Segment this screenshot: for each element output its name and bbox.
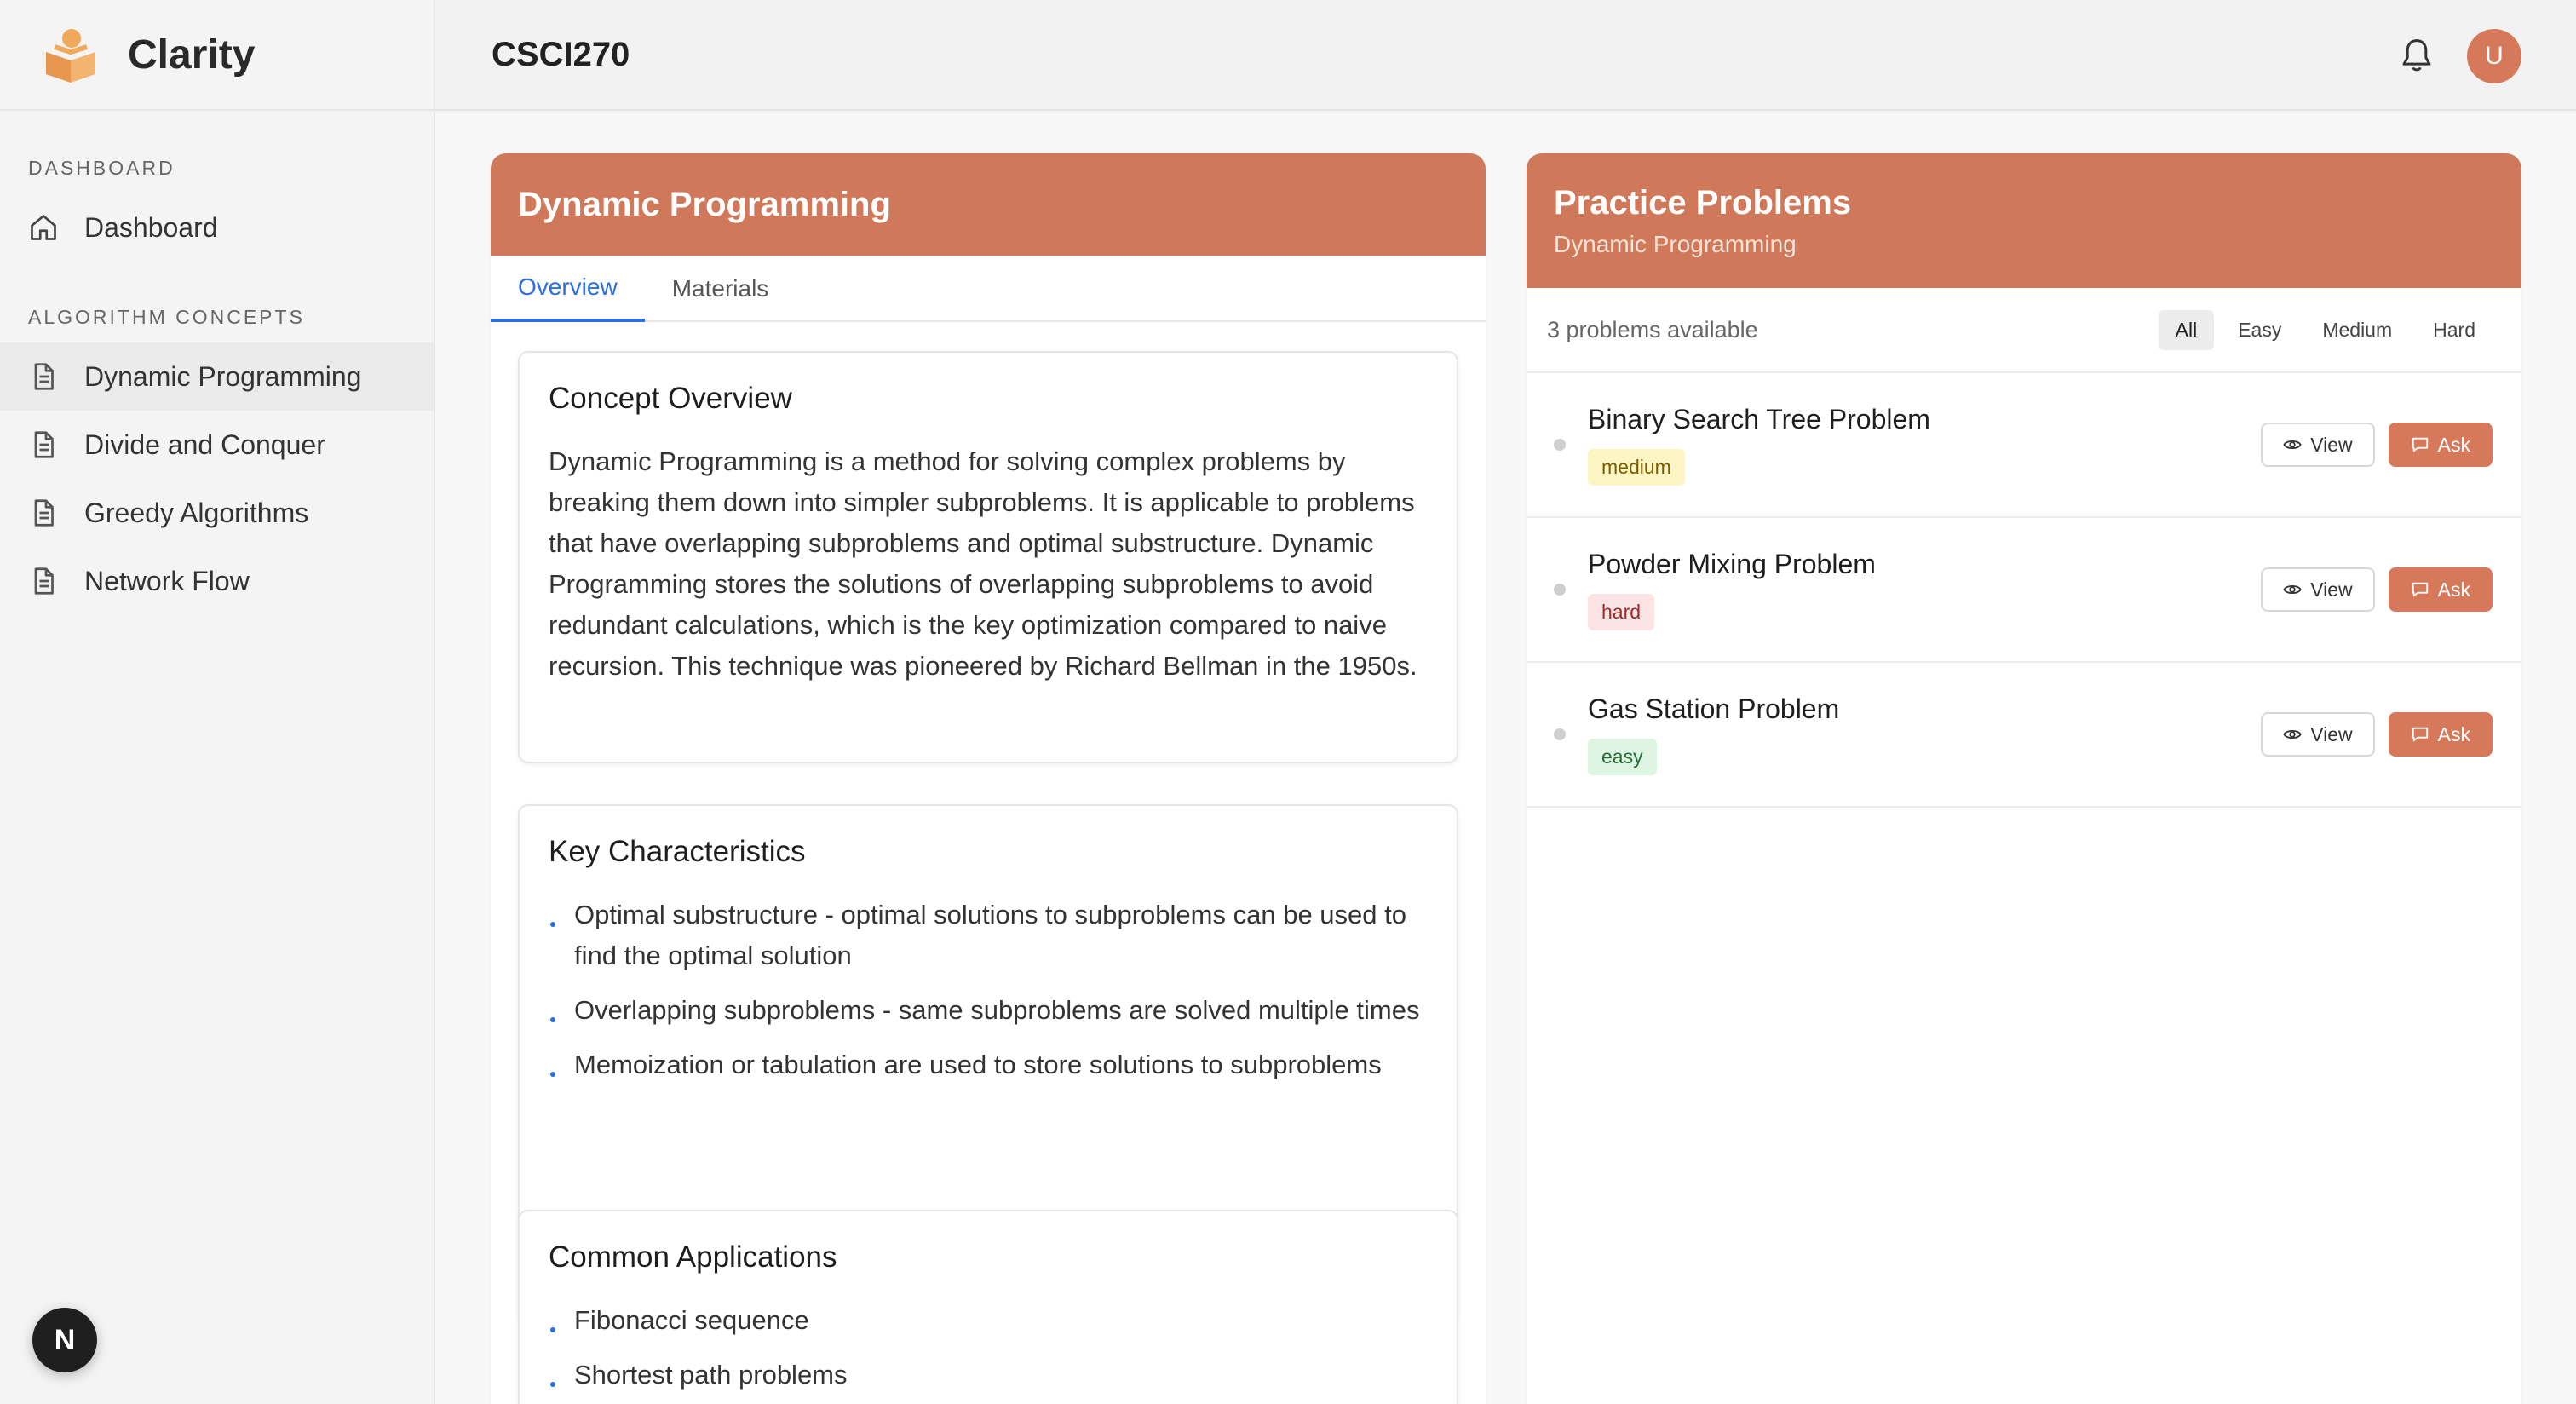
filter-easy[interactable]: Easy [2238,318,2282,341]
status-dot [1554,728,1566,740]
notifications-button[interactable] [2400,37,2434,75]
eye-icon [2283,435,2302,454]
difficulty-badge: easy [1588,739,1657,775]
list-item: Fibonacci sequence [549,1300,1428,1341]
common-applications-card [518,1210,1458,1404]
tab-materials[interactable]: Materials [671,275,769,302]
card-heading: Key Characteristics [549,835,806,868]
sidebar-item-network-flow[interactable] [0,547,434,615]
problem-title: Powder Mixing Problem [1588,549,1876,579]
tab-overview[interactable]: Overview [491,256,645,322]
home-icon [28,212,59,243]
brand[interactable] [0,0,434,111]
problem-title: Binary Search Tree Problem [1588,404,1930,434]
section-label-dashboard: DASHBOARD [28,157,175,179]
practice-panel-header [1527,153,2521,288]
list-item: Memoization or tabulation are used to store solutions to subproblems [549,1044,1428,1085]
card-heading: Common Applications [549,1240,837,1274]
sidebar [0,0,435,1404]
eye-icon [2283,725,2302,744]
view-label: View [2310,433,2353,456]
dev-tools-badge[interactable]: N [32,1308,97,1372]
ask-label: Ask [2437,578,2470,601]
concept-tabs [491,256,1486,322]
ask-button[interactable] [2389,567,2493,612]
card-heading: Concept Overview [549,382,792,415]
practice-title: Practice Problems [1554,183,1852,222]
view-label: View [2310,722,2353,745]
sidebar-item-divide-and-conquer[interactable] [0,411,434,479]
problem-row[interactable] [1527,663,2521,808]
list-item: Optimal substructure - optimal solutions to subproblems can be used to find the optimal solution [549,895,1428,976]
problem-row[interactable] [1527,518,2521,663]
ask-button[interactable] [2389,712,2493,757]
chat-icon [2411,435,2429,454]
section-label-concepts: ALGORITHM CONCEPTS [28,306,305,328]
document-icon [28,498,59,528]
sidebar-item-label: Greedy Algorithms [84,497,309,528]
filter-medium[interactable]: Medium [2322,318,2393,341]
ask-button[interactable] [2389,423,2493,467]
chat-icon [2411,725,2429,744]
concept-panel-header [491,153,1486,256]
view-button[interactable] [2261,423,2374,467]
list-item: Overlapping subproblems - same subproblems are solved multiple times [549,990,1428,1031]
problem-title: Gas Station Problem [1588,693,1840,724]
topbar [435,0,2576,111]
sidebar-item-label: Dashboard [84,211,218,243]
list-item: Shortest path problems [549,1355,1428,1395]
chat-icon [2411,580,2429,599]
sidebar-item-label: Divide and Conquer [84,429,325,460]
view-label: View [2310,578,2353,601]
brand-name: Clarity [128,32,256,78]
page-title: CSCI270 [492,35,630,73]
overview-text: Dynamic Programming is a method for solving complex problems by breaking them down into simpler subproblems. It is applicable to problems that have overlapping subproblems and optimal substructure. Dynamic Programming stores the solutions of overlapping subproblems to avoid redundant calculations, which is the key optimization compared to naive recursion. This technique was pioneered by Richard Bellman in the 1950s. [549,446,1417,681]
view-button[interactable] [2261,712,2374,757]
difficulty-badge: hard [1588,594,1654,630]
difficulty-filters [2159,310,2493,350]
document-icon [28,361,59,392]
practice-subtitle: Dynamic Programming [1554,230,1797,257]
bell-icon [2400,37,2434,75]
concept-overview-card [518,351,1458,763]
ask-label: Ask [2437,433,2470,456]
avatar[interactable]: U [2467,29,2521,83]
sidebar-item-dynamic-programming[interactable] [0,342,434,411]
problem-row[interactable] [1527,373,2521,518]
filter-hard[interactable]: Hard [2433,318,2475,341]
status-dot [1554,439,1566,451]
status-dot [1554,584,1566,596]
sidebar-item-greedy-algorithms[interactable] [0,479,434,547]
concept-title: Dynamic Programming [518,185,891,223]
concept-panel [491,153,1486,1404]
filter-bar [1527,288,2521,373]
document-icon [28,429,59,460]
logo-icon [43,26,99,83]
document-icon [28,566,59,596]
eye-icon [2283,580,2302,599]
practice-panel [1527,153,2521,1404]
sidebar-item-label: Dynamic Programming [84,360,362,392]
sidebar-item-dashboard[interactable] [0,193,434,262]
ask-label: Ask [2437,722,2470,745]
problem-count: 3 problems available [1547,316,1758,342]
difficulty-badge: medium [1588,449,1685,486]
sidebar-item-label: Network Flow [84,565,250,596]
view-button[interactable] [2261,567,2374,612]
filter-all[interactable]: All [2159,310,2215,350]
